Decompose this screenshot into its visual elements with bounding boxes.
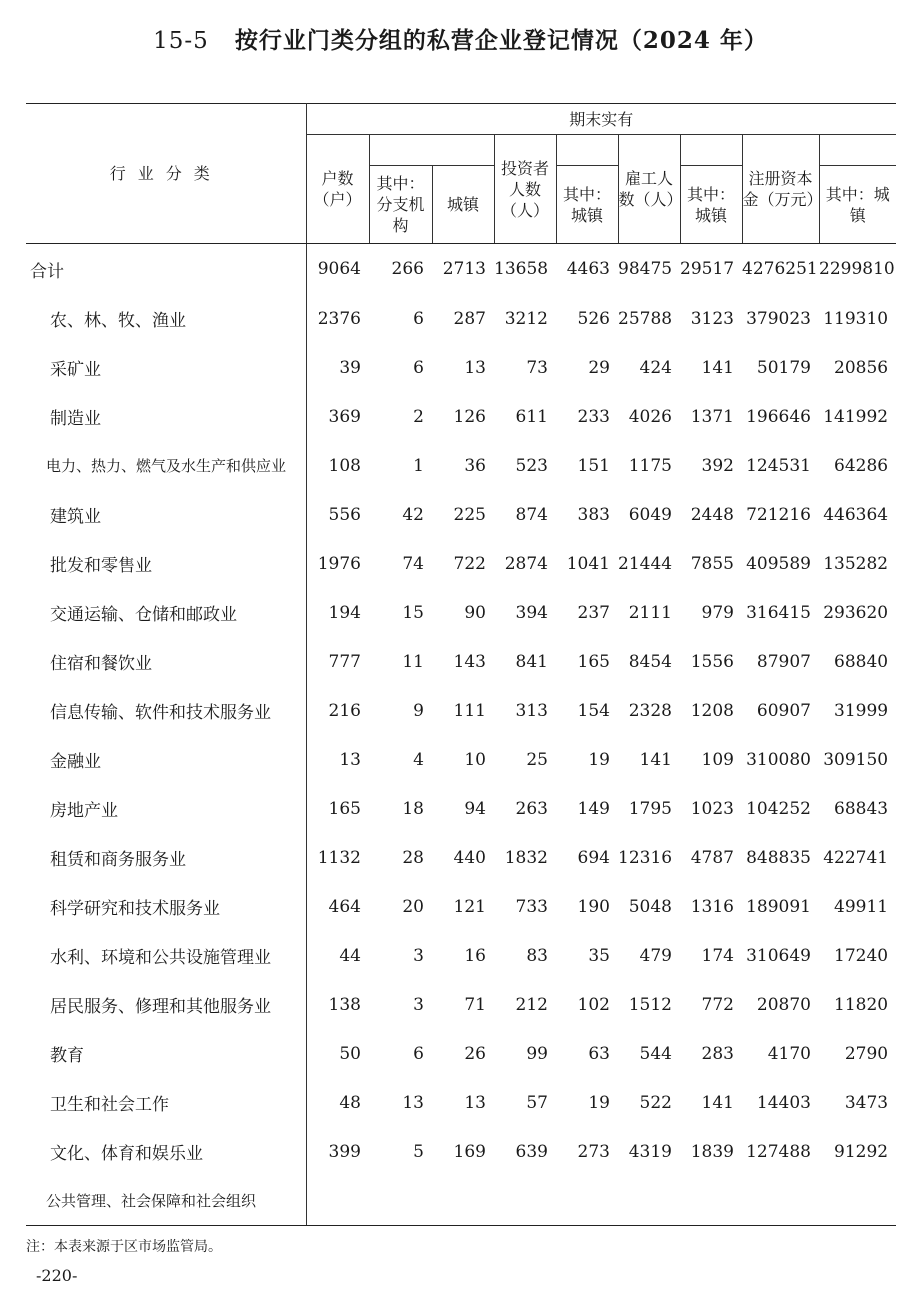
cell-town-employees: 141	[701, 1092, 734, 1113]
cell-branches: 13	[402, 1092, 424, 1113]
cell-investors: 611	[515, 406, 548, 427]
row-industry-label: 农、林、牧、渔业	[26, 294, 306, 343]
cell-capital: 14403	[756, 1092, 811, 1113]
cell-employees: 98475	[618, 259, 673, 279]
cell-branches: 266	[391, 259, 424, 279]
cell-town-investors: 29	[588, 357, 610, 378]
cell-town-capital: 17240	[834, 945, 889, 966]
cell-town-capital: 135282	[823, 553, 889, 574]
header-town-households: 城镇	[432, 166, 494, 244]
cell-investors	[494, 1176, 556, 1226]
row-industry-label: 教育	[26, 1029, 306, 1078]
cell-town-investors: 190	[577, 896, 610, 917]
cell-households: 1132	[317, 847, 361, 868]
table-row	[26, 1029, 896, 1078]
row-industry-label: 制造业	[26, 392, 306, 441]
cell-town-capital: 422741	[823, 847, 889, 868]
cell-town-investors: 526	[577, 308, 610, 329]
row-industry-label: 公共管理、社会保障和社会组织	[26, 1176, 306, 1226]
cell-town-investors: 35	[588, 945, 610, 966]
header-households: 户数（户）	[306, 135, 369, 244]
cell-town-households: 10	[464, 749, 486, 770]
cell-capital: 127488	[746, 1141, 811, 1162]
cell-employees: 1175	[628, 455, 672, 476]
cell-households: 194	[328, 602, 361, 623]
private-enterprise-table	[26, 103, 896, 1226]
cell-investors: 263	[515, 798, 548, 819]
cell-households: 369	[328, 406, 361, 427]
cell-town-households: 225	[453, 504, 486, 525]
cell-capital: 124531	[746, 455, 811, 476]
cell-investors: 83	[526, 945, 548, 966]
cell-town-employees: 2448	[690, 504, 734, 525]
cell-households: 165	[328, 798, 361, 819]
cell-branches	[369, 1176, 432, 1226]
row-industry-label: 电力、热力、燃气及水生产和供应业	[26, 441, 306, 490]
row-industry-label: 住宿和餐饮业	[26, 637, 306, 686]
cell-capital: 721216	[746, 504, 811, 525]
cell-branches: 1	[413, 455, 424, 476]
source-note: 注：本表来源于区市场监管局。	[26, 1239, 222, 1255]
cell-households: 39	[339, 357, 361, 378]
table-row	[26, 392, 896, 441]
cell-capital: 310080	[746, 749, 811, 770]
cell-town-employees: 1839	[690, 1141, 734, 1162]
cell-town-employees: 1208	[690, 700, 734, 721]
cell-town-capital: 3473	[844, 1092, 889, 1113]
cell-households: 399	[328, 1141, 361, 1162]
cell-town-capital: 20856	[834, 357, 889, 378]
cell-households: 216	[328, 700, 361, 721]
cell-town-investors: 102	[577, 994, 610, 1015]
cell-investors: 523	[515, 455, 548, 476]
row-industry-label: 信息传输、软件和技术服务业	[26, 686, 306, 735]
row-industry-label: 建筑业	[26, 490, 306, 539]
cell-households: 2376	[317, 308, 361, 329]
row-industry-label: 交通运输、仓储和邮政业	[26, 588, 306, 637]
cell-employees: 4319	[628, 1141, 672, 1162]
cell-employees: 1512	[628, 994, 672, 1015]
cell-town-capital: 68843	[834, 798, 889, 819]
cell-town-investors: 149	[577, 798, 610, 819]
cell-town-households: 26	[464, 1043, 486, 1064]
cell-town-investors: 694	[577, 847, 610, 868]
cell-town-capital: 293620	[823, 602, 889, 623]
header-town-capital: 其中：城镇	[819, 166, 896, 244]
cell-town-capital: 68840	[834, 651, 889, 672]
cell-town-investors: 19	[588, 1092, 610, 1113]
cell-households: 1976	[317, 553, 361, 574]
cell-town-employees: 141	[701, 357, 734, 378]
table-row	[26, 931, 896, 980]
cell-town-households: 90	[464, 602, 486, 623]
cell-employees	[618, 1176, 680, 1226]
cell-town-capital: 31999	[834, 700, 889, 721]
cell-town-investors	[556, 1176, 618, 1226]
cell-households: 108	[328, 455, 361, 476]
cell-employees: 141	[639, 749, 672, 770]
cell-town-households	[432, 1176, 494, 1226]
title-text: 按行业门类分组的私营企业登记情况（2024 年）	[234, 27, 768, 54]
cell-town-households: 71	[464, 994, 486, 1015]
table-row	[26, 784, 896, 833]
cell-town-investors: 19	[588, 749, 610, 770]
cell-employees: 12316	[618, 847, 673, 868]
cell-investors: 25	[526, 749, 548, 770]
table-body	[26, 244, 896, 1226]
cell-employees: 21444	[618, 553, 673, 574]
cell-town-employees	[680, 1176, 742, 1226]
cell-town-investors: 1041	[566, 553, 610, 574]
cell-capital: 848835	[746, 847, 811, 868]
cell-investors: 3212	[504, 308, 548, 329]
cell-town-households: 126	[453, 406, 486, 427]
cell-households: 556	[328, 504, 361, 525]
header-employees: 雇工人数（人）	[618, 135, 680, 244]
cell-town-households: 2713	[442, 259, 486, 279]
cell-capital: 310649	[746, 945, 811, 966]
cell-employees: 2328	[628, 700, 672, 721]
cell-branches: 9	[413, 700, 424, 721]
row-industry-label: 文化、体育和娱乐业	[26, 1127, 306, 1176]
header-investors: 投资者人数（人）	[494, 135, 556, 244]
cell-employees: 25788	[618, 308, 673, 329]
page-title	[0, 22, 921, 55]
cell-branches: 74	[402, 553, 424, 574]
cell-capital: 316415	[746, 602, 811, 623]
row-industry-label: 金融业	[26, 735, 306, 784]
cell-town-capital	[819, 1176, 896, 1226]
page-number: -220-	[36, 1266, 78, 1285]
cell-capital: 189091	[746, 896, 811, 917]
cell-town-investors: 151	[577, 455, 610, 476]
table-row	[26, 490, 896, 539]
cell-town-households: 36	[464, 455, 486, 476]
cell-town-capital: 11820	[834, 994, 889, 1015]
cell-employees: 1795	[628, 798, 672, 819]
cell-capital: 4276251	[742, 259, 818, 279]
table-row	[26, 686, 896, 735]
cell-branches: 11	[402, 651, 424, 672]
cell-investors: 212	[515, 994, 548, 1015]
cell-investors: 313	[515, 700, 548, 721]
cell-capital: 409589	[746, 553, 811, 574]
cell-town-employees: 4787	[690, 847, 734, 868]
cell-town-households: 111	[453, 700, 486, 721]
cell-town-households: 440	[453, 847, 486, 868]
cell-employees: 424	[639, 357, 672, 378]
row-industry-label: 水利、环境和公共设施管理业	[26, 931, 306, 980]
cell-branches: 6	[413, 357, 424, 378]
header-industry: 行业分类	[26, 104, 306, 244]
title-number: 15-5	[153, 28, 209, 54]
cell-town-capital: 309150	[823, 749, 889, 770]
header-town-employees: 其中：城镇	[680, 166, 742, 244]
cell-employees: 522	[639, 1092, 672, 1113]
row-industry-label: 卫生和社会工作	[26, 1078, 306, 1127]
cell-investors: 394	[515, 602, 548, 623]
row-industry-label: 房地产业	[26, 784, 306, 833]
cell-investors: 99	[526, 1043, 548, 1064]
cell-town-employees: 1316	[690, 896, 734, 917]
cell-investors: 733	[515, 896, 548, 917]
cell-town-employees: 392	[701, 455, 734, 476]
cell-capital: 60907	[756, 700, 811, 721]
cell-branches: 18	[402, 798, 424, 819]
table-row	[26, 441, 896, 490]
cell-capital: 379023	[746, 308, 811, 329]
table-row	[26, 882, 896, 931]
cell-town-households: 13	[464, 357, 486, 378]
cell-capital: 87907	[756, 651, 811, 672]
cell-investors: 13658	[494, 259, 549, 279]
cell-town-capital: 64286	[834, 455, 889, 476]
cell-investors: 57	[526, 1092, 548, 1113]
cell-town-investors: 383	[577, 504, 610, 525]
cell-town-investors: 233	[577, 406, 610, 427]
cell-branches: 6	[413, 1043, 424, 1064]
cell-town-capital: 141992	[823, 406, 889, 427]
row-industry-label: 科学研究和技术服务业	[26, 882, 306, 931]
cell-employees: 5048	[628, 896, 672, 917]
cell-town-investors: 165	[577, 651, 610, 672]
cell-households	[306, 1176, 369, 1226]
cell-town-employees: 283	[701, 1043, 734, 1064]
cell-town-households: 16	[464, 945, 486, 966]
cell-capital: 50179	[756, 357, 811, 378]
cell-investors: 874	[515, 504, 548, 525]
row-industry-label: 合计	[26, 244, 306, 295]
cell-employees: 2111	[628, 602, 672, 623]
cell-branches: 15	[402, 602, 424, 623]
cell-households: 44	[339, 945, 361, 966]
row-industry-label: 采矿业	[26, 343, 306, 392]
cell-town-households: 13	[464, 1092, 486, 1113]
cell-town-employees: 1556	[690, 651, 734, 672]
header-period-group: 期末实有	[306, 104, 896, 135]
cell-town-capital: 49911	[834, 896, 889, 917]
header-capital: 注册资本金（万元）	[742, 135, 819, 244]
cell-employees: 544	[639, 1043, 672, 1064]
header-town-investors: 其中：城镇	[556, 166, 618, 244]
table-row	[26, 588, 896, 637]
table-row	[26, 1078, 896, 1127]
cell-town-households: 143	[453, 651, 486, 672]
cell-employees: 4026	[628, 406, 672, 427]
cell-town-investors: 4463	[566, 259, 610, 279]
cell-town-employees: 772	[701, 994, 734, 1015]
table-row	[26, 735, 896, 784]
header-branches: 其中：分支机构	[369, 166, 432, 244]
cell-investors: 841	[515, 651, 548, 672]
cell-employees: 6049	[628, 504, 672, 525]
cell-capital: 4170	[767, 1043, 811, 1064]
cell-branches: 3	[413, 994, 424, 1015]
cell-households: 777	[328, 651, 361, 672]
cell-branches: 20	[402, 896, 424, 917]
table-row	[26, 343, 896, 392]
cell-households: 48	[339, 1092, 361, 1113]
cell-town-capital: 91292	[834, 1141, 889, 1162]
table-row	[26, 1127, 896, 1176]
table-row	[26, 980, 896, 1029]
table-row	[26, 294, 896, 343]
cell-town-households: 121	[453, 896, 486, 917]
cell-branches: 4	[413, 749, 424, 770]
cell-branches: 5	[413, 1141, 424, 1162]
cell-town-households: 287	[453, 308, 486, 329]
cell-town-employees: 1023	[690, 798, 734, 819]
cell-households: 13	[339, 749, 361, 770]
cell-capital: 20870	[756, 994, 811, 1015]
cell-town-employees: 3123	[690, 308, 734, 329]
cell-households: 138	[328, 994, 361, 1015]
cell-branches: 28	[402, 847, 424, 868]
cell-branches: 6	[413, 308, 424, 329]
table-row	[26, 244, 896, 295]
table-row	[26, 637, 896, 686]
cell-investors: 639	[515, 1141, 548, 1162]
row-industry-label: 租赁和商务服务业	[26, 833, 306, 882]
cell-town-investors: 237	[577, 602, 610, 623]
cell-town-capital: 2790	[844, 1043, 889, 1064]
cell-capital: 104252	[746, 798, 811, 819]
cell-town-households: 722	[453, 553, 486, 574]
cell-households: 50	[339, 1043, 361, 1064]
cell-town-capital: 446364	[823, 504, 889, 525]
cell-households: 464	[328, 896, 361, 917]
cell-town-investors: 63	[588, 1043, 610, 1064]
cell-town-capital: 2299810	[819, 259, 895, 279]
cell-branches: 3	[413, 945, 424, 966]
cell-town-employees: 7855	[690, 553, 734, 574]
cell-employees: 8454	[628, 651, 672, 672]
table-row	[26, 1176, 896, 1226]
row-industry-label: 居民服务、修理和其他服务业	[26, 980, 306, 1029]
cell-households: 9064	[317, 259, 361, 279]
row-industry-label: 批发和零售业	[26, 539, 306, 588]
cell-investors: 73	[526, 357, 548, 378]
cell-investors: 1832	[504, 847, 548, 868]
table-row	[26, 833, 896, 882]
cell-capital	[742, 1176, 819, 1226]
cell-town-households: 169	[453, 1141, 486, 1162]
cell-branches: 42	[402, 504, 424, 525]
cell-town-investors: 273	[577, 1141, 610, 1162]
cell-branches: 2	[413, 406, 424, 427]
cell-employees: 479	[639, 945, 672, 966]
table-row	[26, 539, 896, 588]
cell-town-employees: 109	[701, 749, 734, 770]
cell-town-households: 94	[464, 798, 486, 819]
cell-town-employees: 174	[701, 945, 734, 966]
cell-town-employees: 1371	[690, 406, 734, 427]
cell-investors: 2874	[504, 553, 548, 574]
cell-town-investors: 154	[577, 700, 610, 721]
cell-capital: 196646	[746, 406, 811, 427]
cell-town-capital: 119310	[823, 308, 889, 329]
cell-town-employees: 29517	[680, 259, 735, 279]
cell-town-employees: 979	[701, 602, 734, 623]
